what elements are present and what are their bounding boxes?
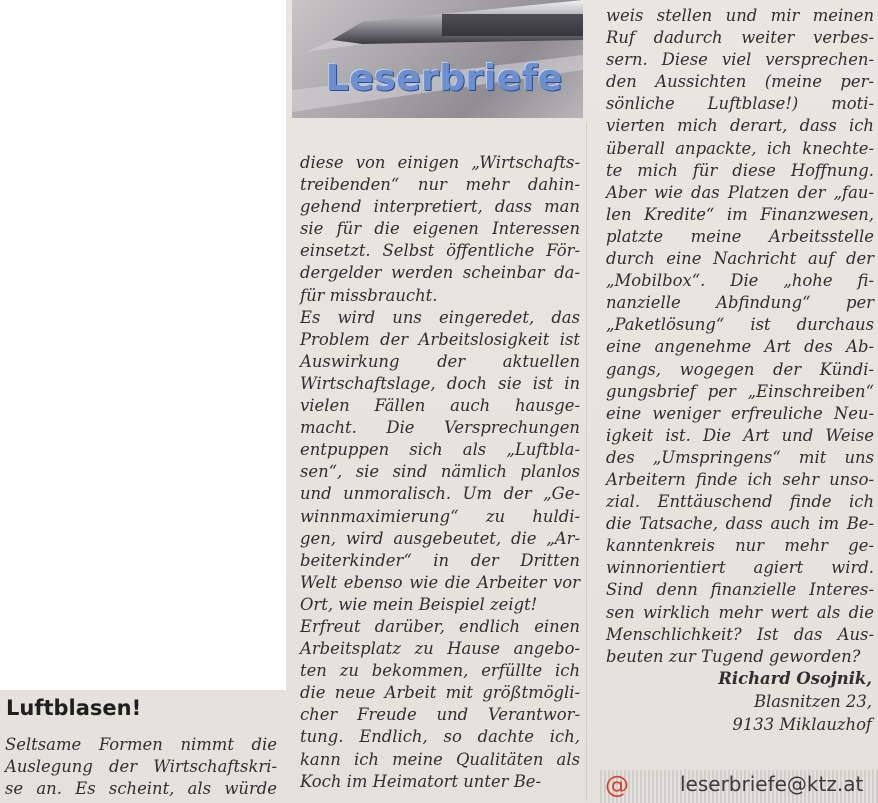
text-line: eine weniger erfreuliche Neu- [606, 403, 874, 423]
text-line: Arbeitsplatz zu Hause angebo- [300, 639, 580, 659]
letter-column-3 [606, 5, 874, 668]
text-line: len Kredite“ im Finanzwesen, [606, 204, 874, 224]
text-line: gungsbrief per „Einschreiben“ [606, 381, 874, 401]
text-line: sern. Diese viel versprechen- [606, 50, 874, 70]
text-line: Arbeitern finde ich sehr unso- [606, 469, 874, 489]
text-line: winnmaximierung“ zu huldi- [300, 506, 580, 526]
text-line: treibenden“ nur mehr dahin- [300, 175, 580, 195]
column-divider [586, 122, 587, 802]
text-line: Seltsame Formen nimmt die [5, 735, 277, 754]
author-street: Blasnitzen 23, [753, 692, 872, 711]
text-line: nanzielle Abfindung“ per [606, 293, 874, 313]
blank-area [0, 0, 286, 690]
text-line: platzte meine Arbeitsstelle [606, 226, 874, 246]
footer-email[interactable]: leserbriefe@ktz.at [680, 772, 864, 796]
text-line: sönliche Luftblase!) moti- [606, 94, 874, 114]
text-line: durch eine Nachricht auf der [606, 249, 874, 269]
text-line: sen“, sie sind nämlich planlos [300, 462, 580, 482]
letter-column-2 [300, 152, 580, 793]
text-line: kanntenkreis nur mehr ge- [606, 536, 874, 556]
text-line: Koch im Heimatort unter Be- [300, 771, 541, 791]
text-line: Sind denn finanzielle Interes- [606, 580, 874, 600]
text-line: beiterkinder“ in der Dritten [300, 550, 580, 570]
author-city: 9133 Miklauzhof [732, 715, 872, 734]
text-line: igkeit ist. Die Art und Weise [606, 425, 874, 445]
text-line: und unmoralisch. Um der „Ge- [300, 484, 580, 504]
text-line: „Paketlösung“ ist durchaus [606, 315, 874, 335]
text-line: für missbraucht. [300, 285, 438, 305]
text-line: dergelder werden scheinbar da- [300, 263, 580, 283]
text-line: vierten mich derart, dass ich [606, 116, 874, 136]
pen-photo [292, 0, 583, 118]
text-line: Ruf dadurch weiter verbes- [606, 28, 874, 48]
text-line: sie für die eigenen Interessen [300, 219, 580, 239]
text-line: diese von einigen „Wirtschafts- [300, 153, 580, 172]
text-line: weis stellen und mir meinen [606, 6, 874, 25]
text-line: entpuppen sich als „Luftbla- [300, 440, 580, 460]
text-line: winnorientiert agiert wird. [606, 558, 874, 578]
text-line: den Aussichten (meine per- [606, 72, 874, 92]
text-line: gangs, wogegen der Kündi- [606, 359, 874, 379]
text-line: vielen Fällen auch hausge- [300, 396, 580, 416]
text-line: Ort, wie mein Beispiel zeigt! [300, 594, 538, 614]
text-line: gehend interpretiert, dass man [300, 197, 580, 217]
text-line: „Mobilbox“. Die „hohe fi- [606, 271, 874, 291]
text-line: Auslegung der Wirtschaftskri- [5, 757, 277, 777]
text-line: eine angenehme Art des Ab- [606, 337, 874, 357]
text-line: überall anpackte, ich knechte- [606, 138, 874, 158]
text-line: die Tatsache, dass auch im Be- [606, 514, 874, 534]
text-line: einsetzt. Selbst öffentliche För- [300, 241, 580, 261]
text-line: sen wirklich mehr wert als die [606, 602, 874, 622]
banner-title: Leserbriefe [326, 58, 563, 99]
text-line: se an. Es scheint, als würde [5, 779, 277, 799]
letter-headline: Luftblasen! [6, 696, 142, 720]
text-line: Erfreut darüber, endlich einen [300, 616, 580, 636]
text-line: zial. Enttäuschend finde ich [606, 492, 874, 512]
text-line: beuten zur Tugend geworden? [606, 646, 861, 666]
text-line: die neue Arbeit mit größtmögli- [300, 683, 580, 703]
text-line: des „Umspringens“ mit uns [606, 447, 874, 467]
letter-column-1 [5, 734, 277, 800]
at-sign-icon: @ [605, 771, 629, 799]
text-line: Welt ebenso wie die Arbeiter vor [300, 572, 580, 592]
text-line: Aber wie das Platzen der „fau- [606, 182, 874, 202]
text-line: Menschlichkeit? Ist das Aus- [606, 624, 874, 644]
author-name: Richard Osojnik, [718, 669, 872, 688]
text-line: kann ich meine Qualitäten als [300, 749, 580, 769]
text-line: cher Freude und Verantwor- [300, 705, 580, 725]
text-line: te mich für diese Hoffnung. [606, 160, 874, 180]
text-line: Wirtschaftslage, doch sie ist in [300, 373, 580, 393]
text-line: Problem der Arbeitslosigkeit ist [300, 329, 580, 349]
text-line: gen, wird ausgebeutet, die „Ar- [300, 528, 580, 548]
text-line: tung. Endlich, so dachte ich, [300, 727, 580, 747]
text-line: Auswirkung der aktuellen [300, 351, 580, 371]
text-line: ten zu bekommen, erfüllte ich [300, 661, 580, 681]
text-line: Es wird uns eingeredet, das [300, 307, 580, 327]
text-line: macht. Die Versprechungen [300, 418, 580, 438]
